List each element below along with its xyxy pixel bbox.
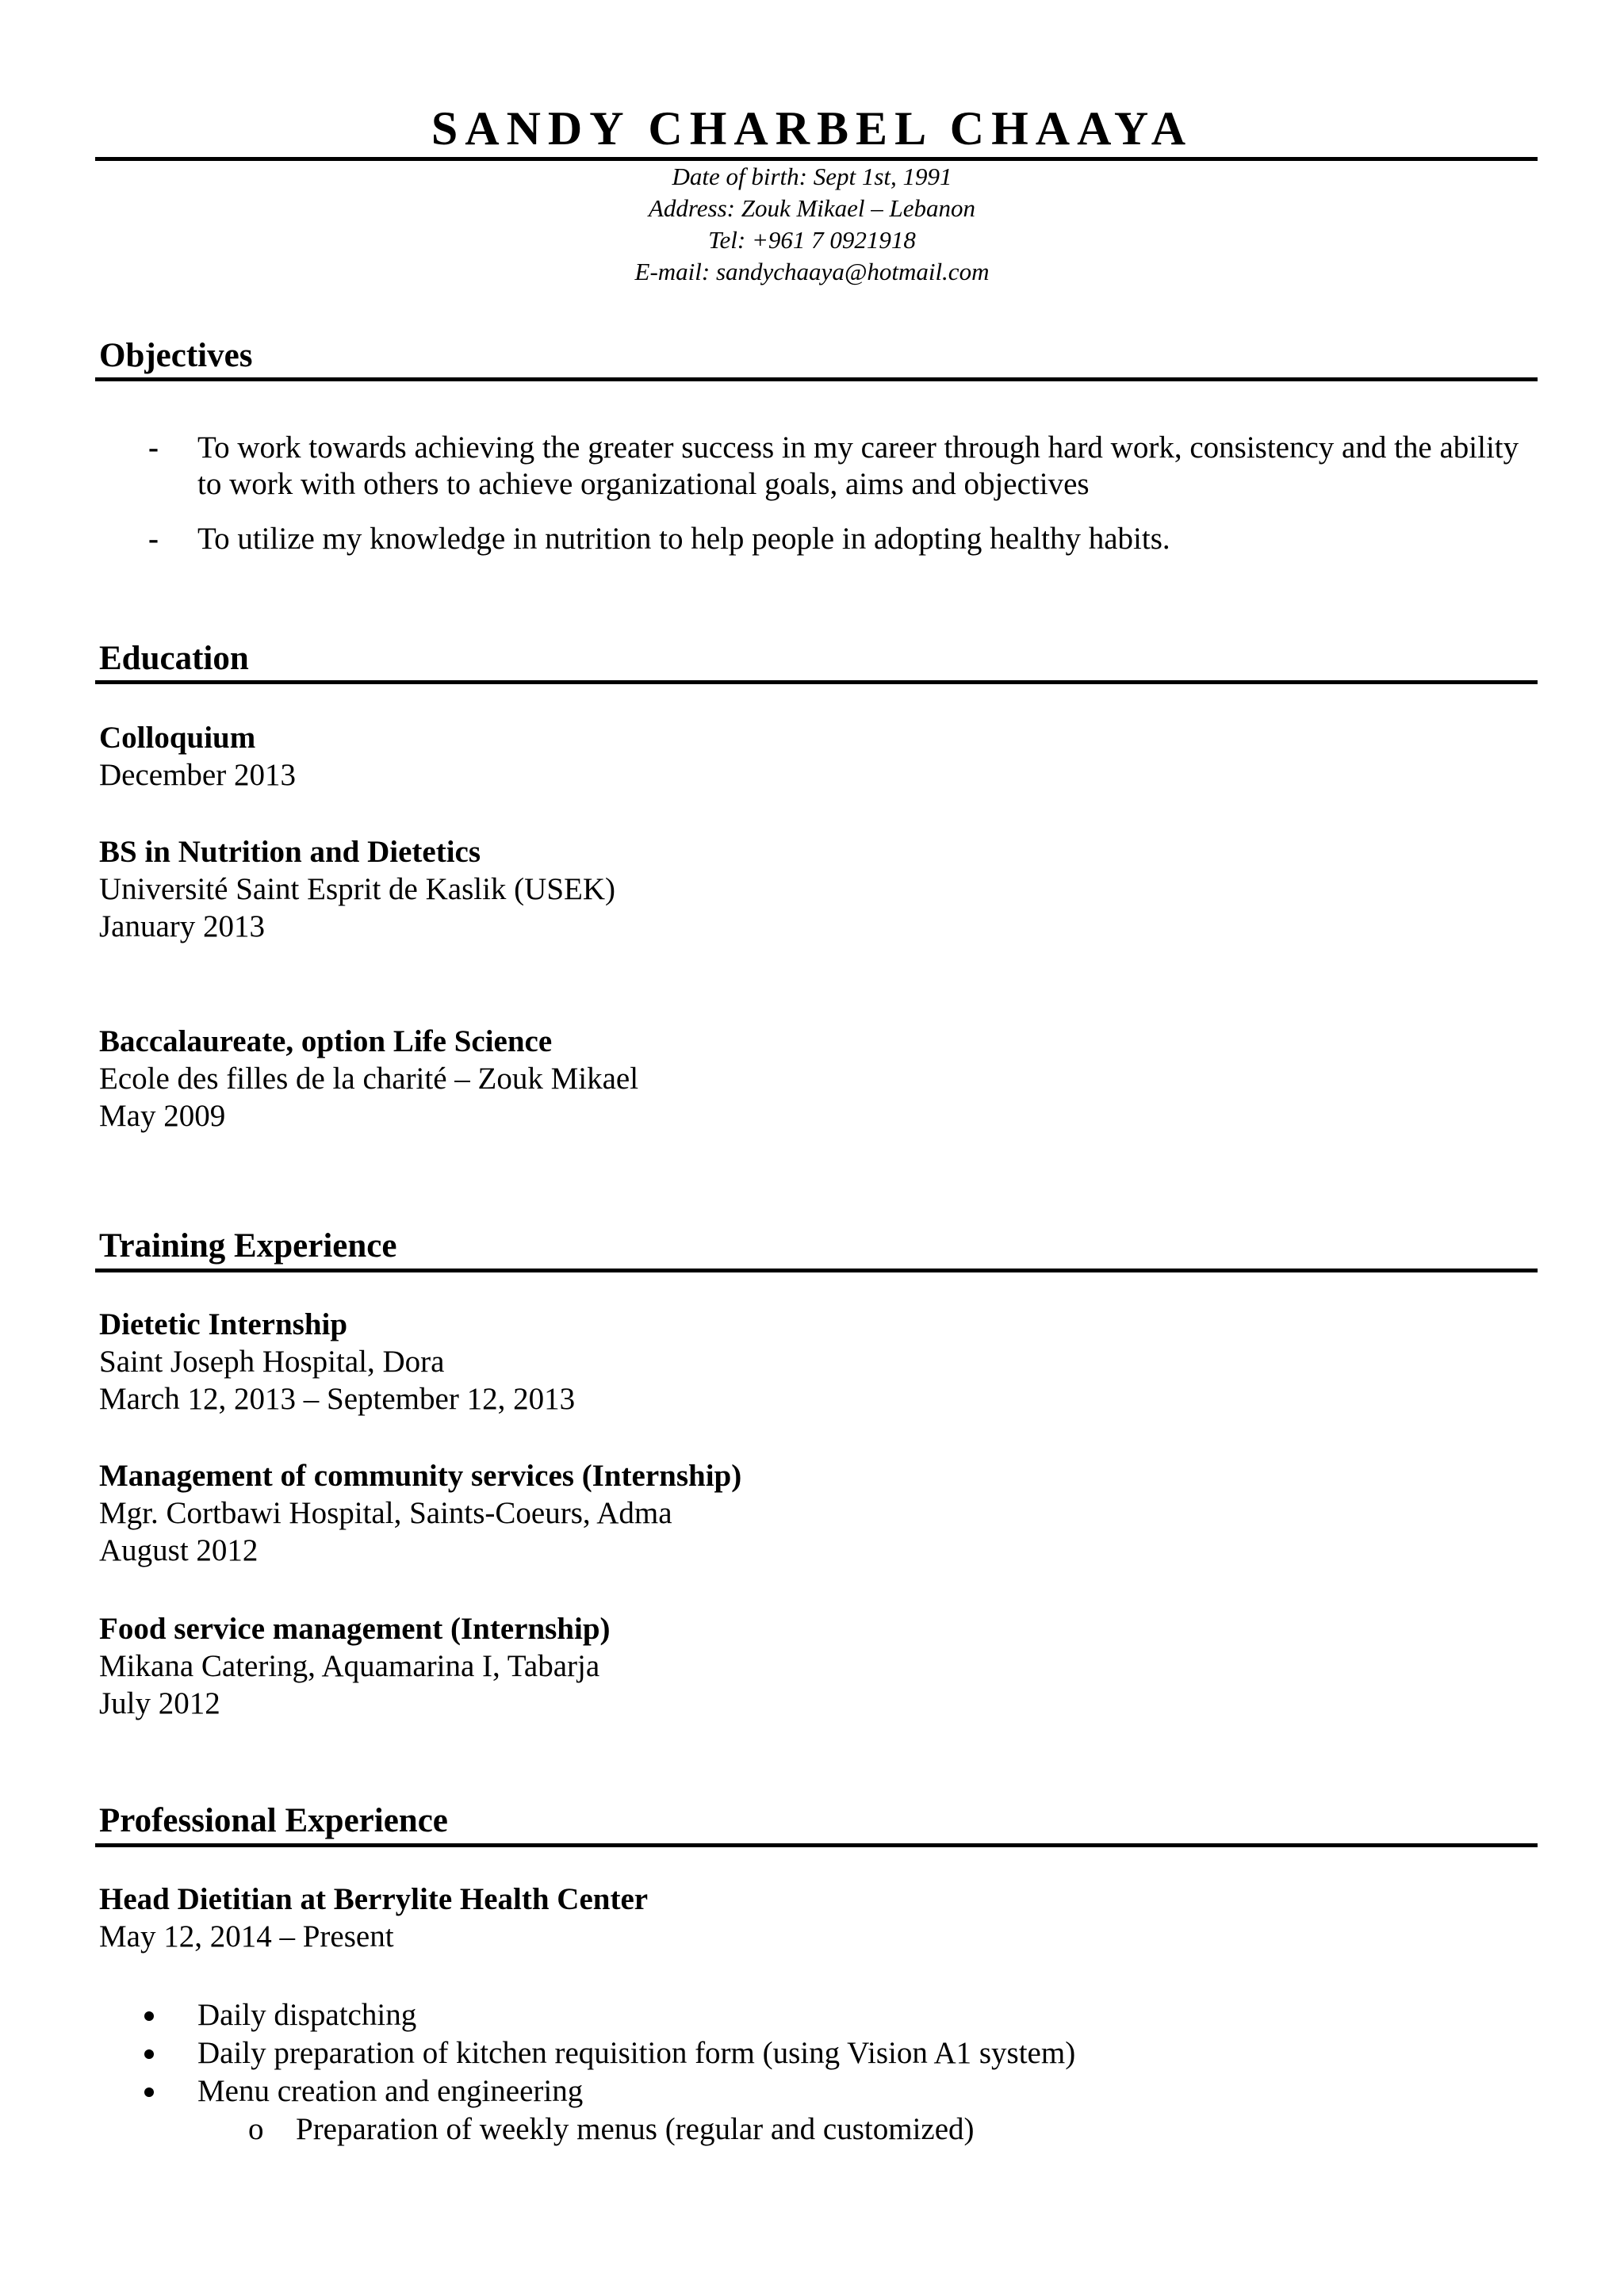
education-entry bbox=[99, 1023, 638, 1135]
objectives-divider bbox=[95, 377, 1538, 381]
objective-text: To utilize my knowledge in nutrition to help people in adopting healthy habits. bbox=[197, 522, 1170, 556]
training-entry bbox=[99, 1610, 611, 1722]
duty-text: Menu creation and engineering bbox=[197, 2074, 584, 2108]
entry-title: Dietetic Internship bbox=[99, 1307, 348, 1341]
objective-text: To work towards achieving the greater success in my career through hard work, consistency and the ability to work with others to achieve organizational goals, aims and objectives bbox=[197, 430, 1519, 501]
entry-line: July 2012 bbox=[99, 1686, 220, 1720]
candidate-name: SANDY CHARBEL CHAAYA bbox=[431, 102, 1193, 155]
dash-bullet-icon: - bbox=[148, 522, 159, 556]
address: Address: Zouk Mikael – Lebanon bbox=[648, 194, 976, 222]
dash-bullet-icon: - bbox=[148, 430, 159, 465]
entry-title: Management of community services (Internship) bbox=[99, 1459, 742, 1493]
entry-line: May 2009 bbox=[99, 1099, 226, 1133]
professional-divider bbox=[95, 1843, 1538, 1847]
bullet-dot-icon bbox=[144, 2087, 154, 2097]
training-divider bbox=[95, 1269, 1538, 1272]
education-entry bbox=[99, 719, 296, 794]
date-of-birth: Date of birth: Sept 1st, 1991 bbox=[672, 163, 952, 190]
entry-title: BS in Nutrition and Dietetics bbox=[99, 835, 481, 869]
section-title-objectives: Objectives bbox=[99, 337, 253, 374]
entry-line: January 2013 bbox=[99, 909, 266, 943]
job-entry bbox=[99, 1881, 648, 1955]
bullet-dot-icon bbox=[144, 2011, 154, 2021]
education-entry bbox=[99, 833, 615, 945]
sub-bullet-icon: o bbox=[248, 2112, 264, 2146]
duty-text: Daily preparation of kitchen requisition form (using Vision A1 system) bbox=[197, 2036, 1076, 2070]
section-title-professional: Professional Experience bbox=[99, 1802, 448, 1839]
section-title-education: Education bbox=[99, 640, 249, 677]
entry-title: Colloquium bbox=[99, 721, 256, 755]
entry-line: Saint Joseph Hospital, Dora bbox=[99, 1345, 445, 1379]
job-title: Head Dietitian at Berrylite Health Center bbox=[99, 1882, 649, 1916]
duty-text: Daily dispatching bbox=[197, 1998, 417, 2032]
training-entry bbox=[99, 1306, 575, 1418]
entry-line: August 2012 bbox=[99, 1533, 259, 1567]
training-entry bbox=[99, 1457, 741, 1569]
entry-line: December 2013 bbox=[99, 758, 296, 792]
contact-info bbox=[0, 161, 1624, 288]
entry-line: Ecole des filles de la charité – Zouk Mikael bbox=[99, 1062, 639, 1096]
education-divider bbox=[95, 680, 1538, 684]
job-dates: May 12, 2014 – Present bbox=[99, 1919, 394, 1954]
entry-line: Mikana Catering, Aquamarina I, Tabarja bbox=[99, 1649, 600, 1683]
entry-line: Mgr. Cortbawi Hospital, Saints-Coeurs, Adma bbox=[99, 1496, 672, 1530]
entry-title: Baccalaureate, option Life Science bbox=[99, 1024, 553, 1058]
section-title-training: Training Experience bbox=[99, 1227, 397, 1265]
entry-title: Food service management (Internship) bbox=[99, 1612, 611, 1646]
duty-text: Preparation of weekly menus (regular and customized) bbox=[296, 2112, 975, 2146]
entry-line: March 12, 2013 – September 12, 2013 bbox=[99, 1382, 576, 1416]
entry-line: Université Saint Esprit de Kaslik (USEK) bbox=[99, 872, 615, 906]
email: E-mail: sandychaaya@hotmail.com bbox=[634, 258, 990, 285]
bullet-dot-icon bbox=[144, 2049, 154, 2059]
telephone: Tel: +961 7 0921918 bbox=[708, 226, 916, 254]
